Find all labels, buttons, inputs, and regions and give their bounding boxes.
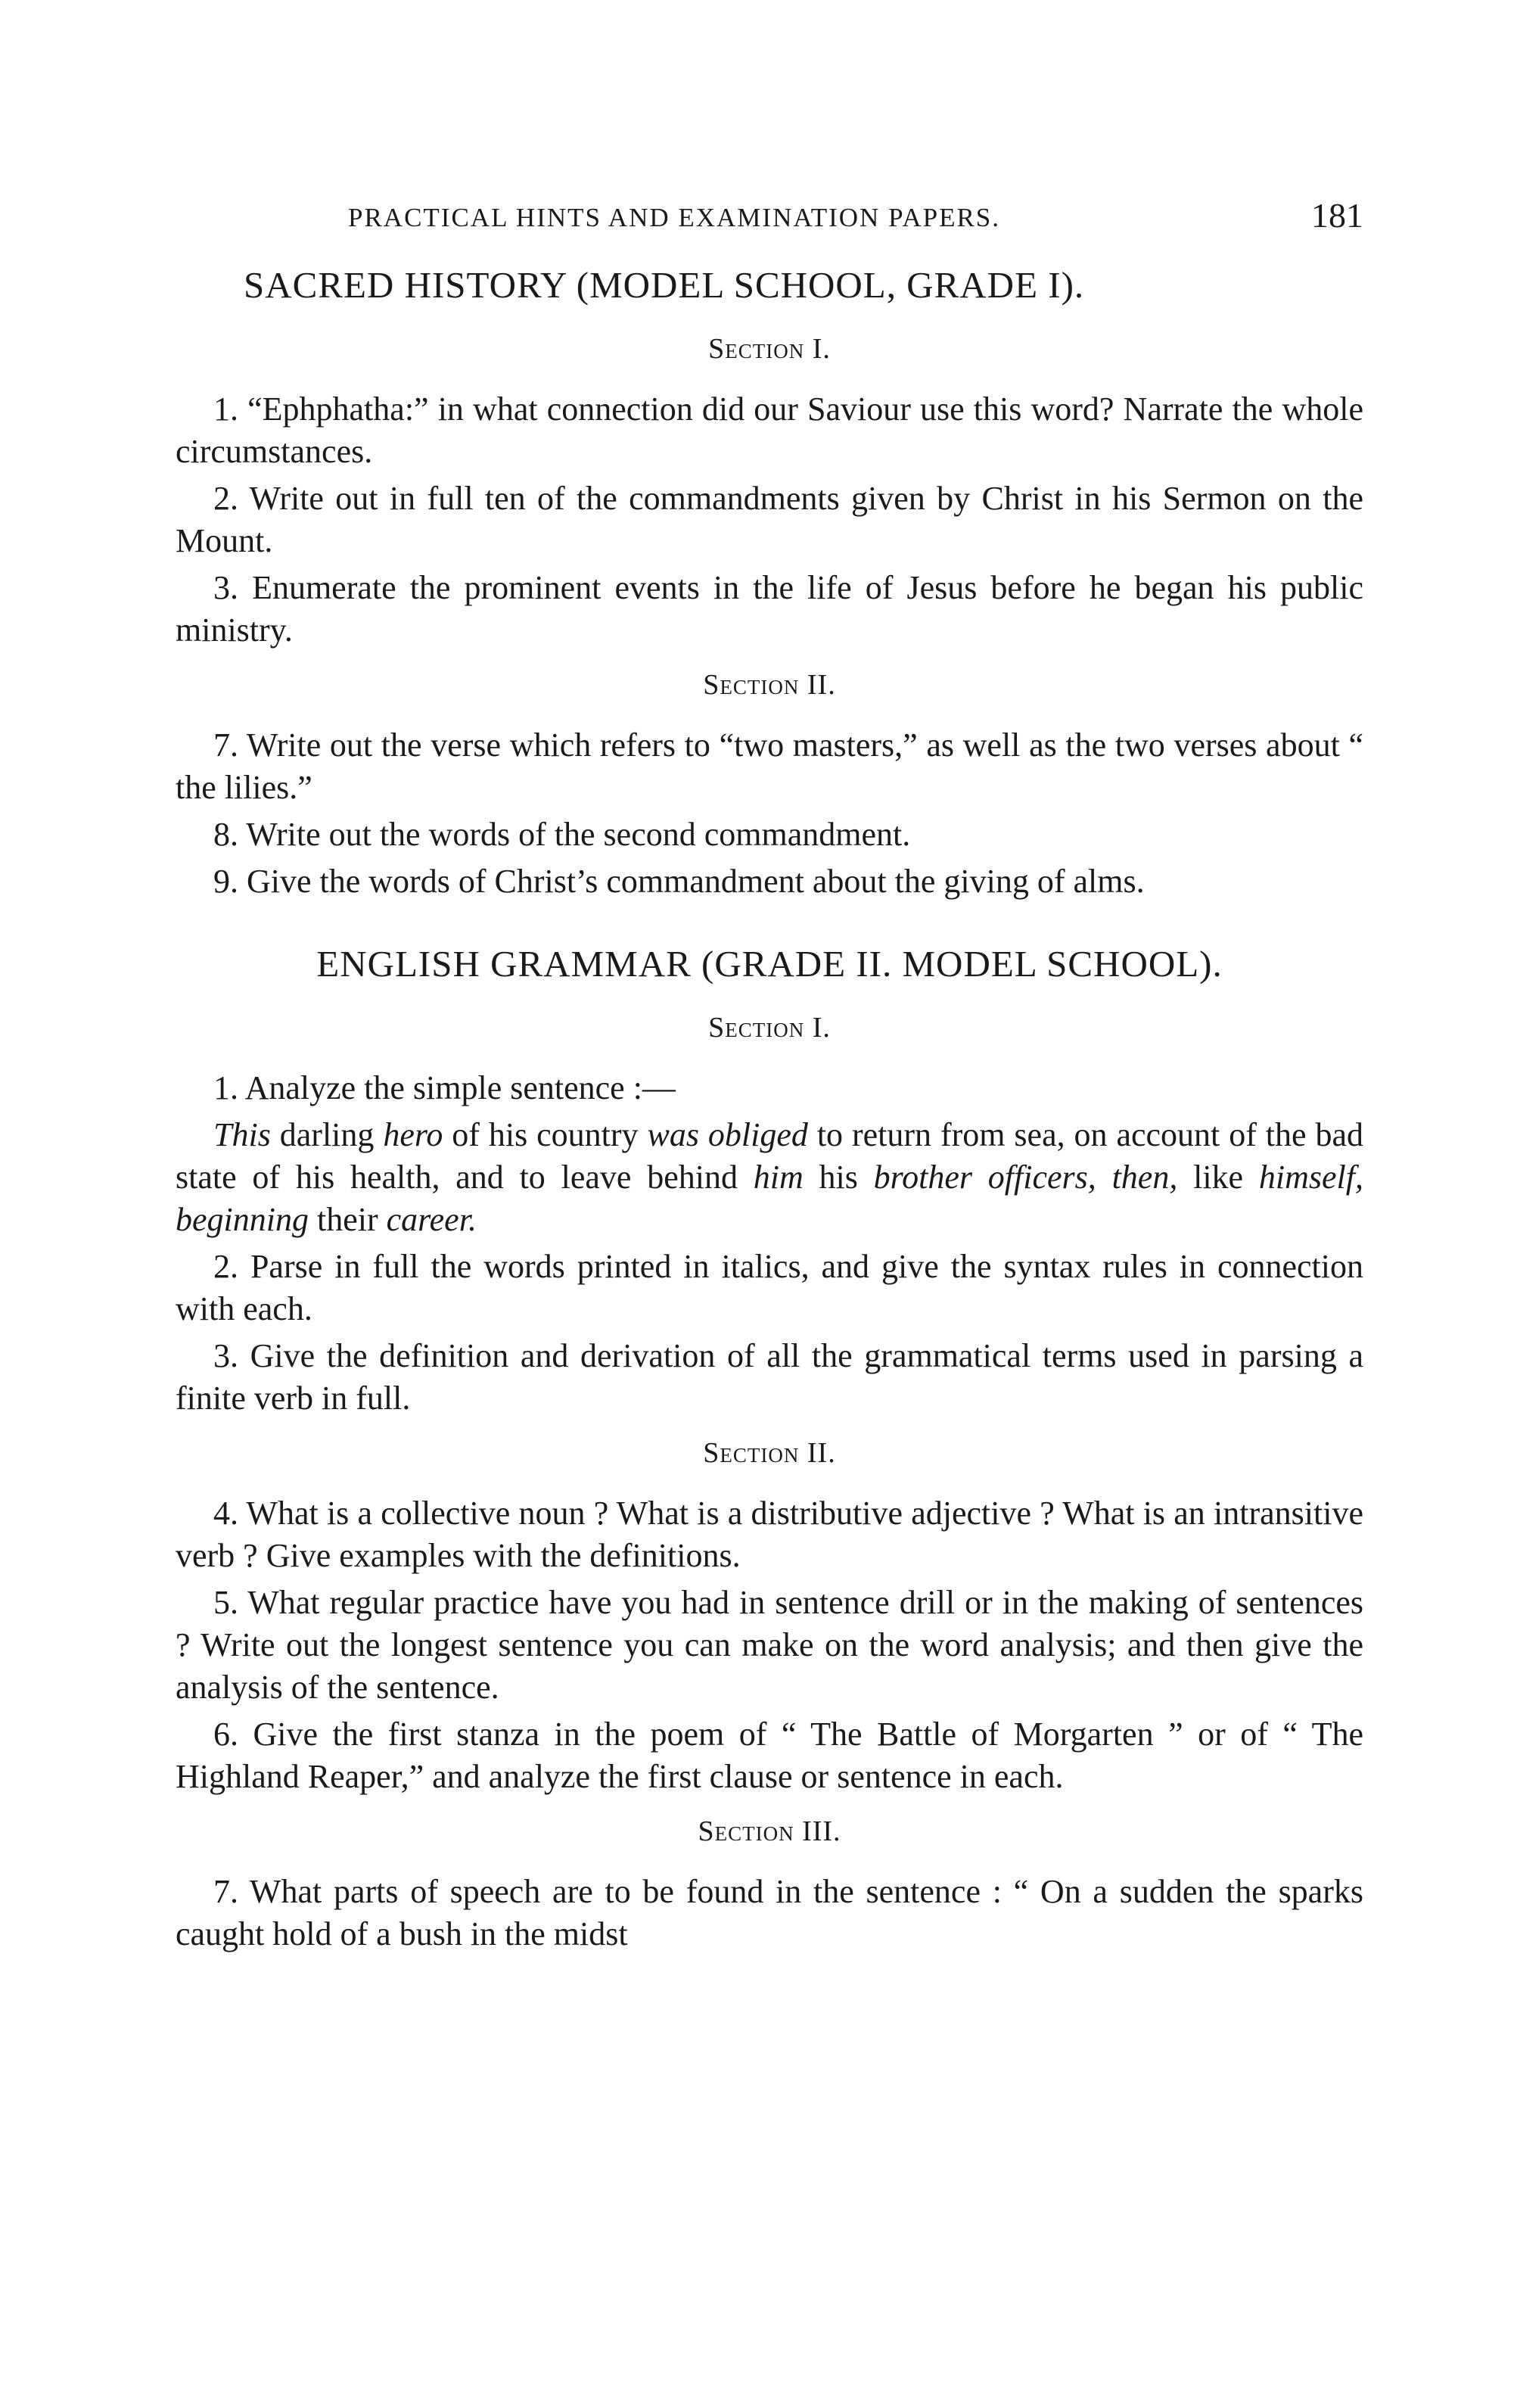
sacred-history-question-3: 3. Enumerate the prominent events in the life of Jesus before he began his public ministry. bbox=[176, 569, 1363, 649]
analysis-sentence bbox=[176, 1114, 1363, 1241]
english-grammar-question-6: 6. Give the first stanza in the poem of “ The Battle of Morgarten ” or of “ The Highland Reaper,” and analyze the first clause or sentence in each. bbox=[176, 1716, 1363, 1795]
sentence-text: like bbox=[1177, 1159, 1259, 1196]
english-grammar-title: ENGLISH GRAMMAR (GRADE II. MODEL SCHOOL). bbox=[316, 943, 1223, 985]
sentence-text: of his country bbox=[443, 1116, 648, 1153]
italic-word: himself, beginning bbox=[176, 1159, 1363, 1238]
running-title: PRACTICAL HINTS AND EXAMINATION PAPERS. bbox=[348, 203, 1001, 232]
running-head bbox=[176, 189, 1363, 235]
english-grammar-question-4: 4. What is a collective noun ? What is a distributive adjective ? What is an intransitive verb ? Give examples with the definitions. bbox=[176, 1495, 1363, 1574]
sacred-history-title: SACRED HISTORY (MODEL SCHOOL, GRADE I). bbox=[244, 264, 1085, 306]
english-grammar-section-2: Section II. bbox=[703, 1437, 836, 1469]
italic-word: hero bbox=[383, 1116, 443, 1153]
sentence-text: their bbox=[308, 1201, 387, 1238]
sacred-history-question-9: 9. Give the words of Christ’s commandment about the giving of alms. bbox=[213, 863, 1145, 900]
english-grammar-section-1: Section I. bbox=[708, 1012, 831, 1044]
sacred-history-question-7: 7. Write out the verse which refers to “two masters,” as well as the two verses about “ the lilies.” bbox=[176, 726, 1363, 806]
sentence-text: darling bbox=[270, 1116, 384, 1153]
sentence-text: his bbox=[803, 1159, 874, 1196]
english-grammar-question-5: 5. What regular practice have you had in sentence drill or in the making of sentences ? Write out the longest sentence you can make on the word analysis; and then give the analysis of the sentence. bbox=[176, 1584, 1363, 1706]
english-grammar-question-2: 2. Parse in full the words printed in italics, and give the syntax rules in connection with each. bbox=[176, 1248, 1363, 1327]
page-number: 181 bbox=[1311, 196, 1363, 235]
italic-word: him bbox=[753, 1159, 804, 1196]
english-grammar-section-3: Section III. bbox=[698, 1815, 841, 1847]
sacred-history-question-1: 1. “Ephphatha:” in what connection did our Saviour use this word? Narrate the whole circumstances. bbox=[176, 390, 1363, 470]
sentence-text: to return from sea, on account of the bad state of his health, and to leave behind bbox=[176, 1116, 1364, 1196]
sacred-history-section-2: Section II. bbox=[703, 669, 836, 701]
english-grammar-question-3: 3. Give the definition and derivation of all the grammatical terms used in parsing a finite verb in full. bbox=[176, 1337, 1363, 1417]
italic-word: was obliged bbox=[647, 1116, 808, 1153]
italic-word: This bbox=[213, 1116, 271, 1153]
italic-word: brother officers, then, bbox=[873, 1159, 1178, 1196]
italic-word: career. bbox=[386, 1201, 477, 1238]
english-grammar-question-7: 7. What parts of speech are to be found in the sentence : “ On a sudden the sparks caught hold of a bush in the midst bbox=[176, 1873, 1363, 1952]
sacred-history-question-2: 2. Write out in full ten of the commandments given by Christ in his Sermon on the Mount. bbox=[176, 480, 1363, 559]
spacer bbox=[176, 907, 1363, 942]
page bbox=[176, 189, 1363, 1960]
english-grammar-question-1: 1. Analyze the simple sentence :— bbox=[213, 1069, 676, 1106]
sacred-history-question-8: 8. Write out the words of the second commandment. bbox=[213, 816, 911, 853]
sacred-history-section-1: Section I. bbox=[708, 333, 831, 365]
